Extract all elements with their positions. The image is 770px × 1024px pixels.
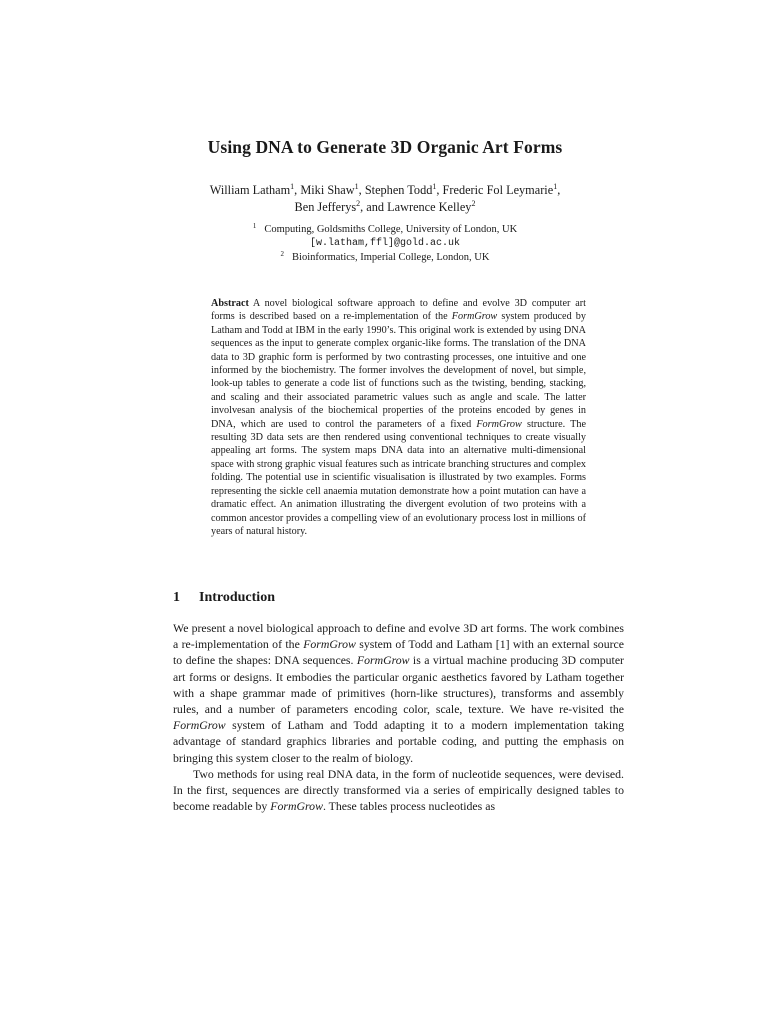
paragraph-text: . These tables process nucleotides as xyxy=(322,799,496,814)
section-heading-introduction xyxy=(173,590,275,606)
author-affiliation-mark: 1 xyxy=(553,182,558,191)
paragraph-text: system of Latham and Todd adapting it to a modern implementation taking advantage of standard graphics libraries and portable coding, and putting the emphasis on bringing this system closer to the realm of biology. xyxy=(173,718,624,765)
abstract-label: Abstract xyxy=(211,298,249,309)
author-separator: , xyxy=(557,183,561,197)
abstract xyxy=(211,297,586,538)
author-separator: , xyxy=(360,200,367,214)
author-affiliation-mark: 2 xyxy=(356,199,361,208)
author-affiliation-mark: 1 xyxy=(432,182,437,191)
section-title: Introduction xyxy=(199,590,275,605)
author-email[interactable]: [w.latham,ffl]@gold.ac.uk xyxy=(309,238,461,249)
paragraph xyxy=(173,766,624,815)
affiliation-mark: 2 xyxy=(280,250,285,258)
section-number: 1 xyxy=(173,590,180,605)
formgrow-term: FormGrow xyxy=(303,637,356,652)
abstract-text: A novel biological software approach to define and evolve 3D computer art forms is described based on a re-implementation of the xyxy=(211,298,586,323)
author-name: Ben Jefferys xyxy=(294,200,357,214)
paragraph-text: We present a novel biological approach to define and evolve 3D art forms. The work combines a re-implementation of the xyxy=(173,621,624,652)
affiliation-block xyxy=(170,223,600,265)
affiliation-1 xyxy=(170,223,600,237)
author-name: Stephen Todd xyxy=(364,183,433,197)
paragraph xyxy=(173,620,624,766)
author-list xyxy=(170,182,600,216)
affiliation-text: Computing, Goldsmiths College, University of London, UK xyxy=(264,224,518,235)
author-name: Frederic Fol Leymarie xyxy=(442,183,554,197)
affiliation-text: Bioinformatics, Imperial College, London, UK xyxy=(292,252,490,263)
formgrow-term: FormGrow xyxy=(173,718,226,733)
author-affiliation-mark: 1 xyxy=(290,182,295,191)
affiliation-mark: 1 xyxy=(252,222,257,230)
author-separator: , xyxy=(436,183,443,197)
author-name: William Latham xyxy=(209,183,291,197)
formgrow-term: FormGrow xyxy=(270,799,323,814)
author-separator: , xyxy=(358,183,365,197)
paragraph-text: is a virtual machine producing 3D computer art forms or designs. It embodies the particular organic aesthetics favored by Latham together with a shape grammar made of primitives (horn-like structures), transforms and assembly rules, and a number of parameters encoding color, scale, texture. We have re-visited the xyxy=(173,653,624,717)
abstract-text: structure. The resulting 3D data sets are then rendered using conventional techniques to create visually appealing art forms. The system maps DNA data into an alternative multi-dimensional space with strong graphic visual features such as intricate branching structures and complex folding. The potential use in scientific visualisation is illustrated by two examples. Forms representing the sickle cell anaemia mutation demonstrate how a point mutation can have a dramatic effect. An animation illustrating the divergent evolution of two proteins with a common ancestor provides a compelling view of an evolutionary process lost in millions of years of natural history. xyxy=(211,418,586,537)
affiliation-2 xyxy=(170,251,600,265)
formgrow-term: FormGrow xyxy=(476,418,522,430)
abstract-text: system produced by Latham and Todd at IBM in the early 1990’s. This original work is extended by using DNA sequences as the input to generate complex organic-like forms. The translation of the DNA data to 3D graphic form is performed by two contrasting processes, one intuitive and one informed by the biochemistry. The former involves the development of novel, but simple, look-up tables to generate a code list of functions such as the twisting, bending, stacking, and scaling and their associated parametric values such as angle and scale. The latter involvesan analysis of the biochemical properties of the proteins encoded by genes in DNA, which are used to control the parameters of a fixed xyxy=(211,311,586,430)
formgrow-term: FormGrow xyxy=(356,653,410,668)
author-affiliation-mark: 1 xyxy=(354,182,359,191)
introduction-body xyxy=(173,620,624,814)
formgrow-term: FormGrow xyxy=(451,311,498,323)
paragraph-text: system of Todd and Latham [1] with an external source to define the shapes: DNA sequences. xyxy=(173,637,624,668)
paper-title: Using DNA to Generate 3D Organic Art Forms xyxy=(207,137,563,157)
author-name: Miki Shaw xyxy=(300,183,355,197)
author-name: and Lawrence Kelley xyxy=(366,200,472,214)
author-affiliation-mark: 2 xyxy=(471,199,476,208)
paragraph-text: Two methods for using real DNA data, in the form of nucleotide sequences, were devised. In the first, sequences are directly transformed via a series of empirically designed tables to become readable by xyxy=(173,766,624,814)
author-separator: , xyxy=(294,183,301,197)
